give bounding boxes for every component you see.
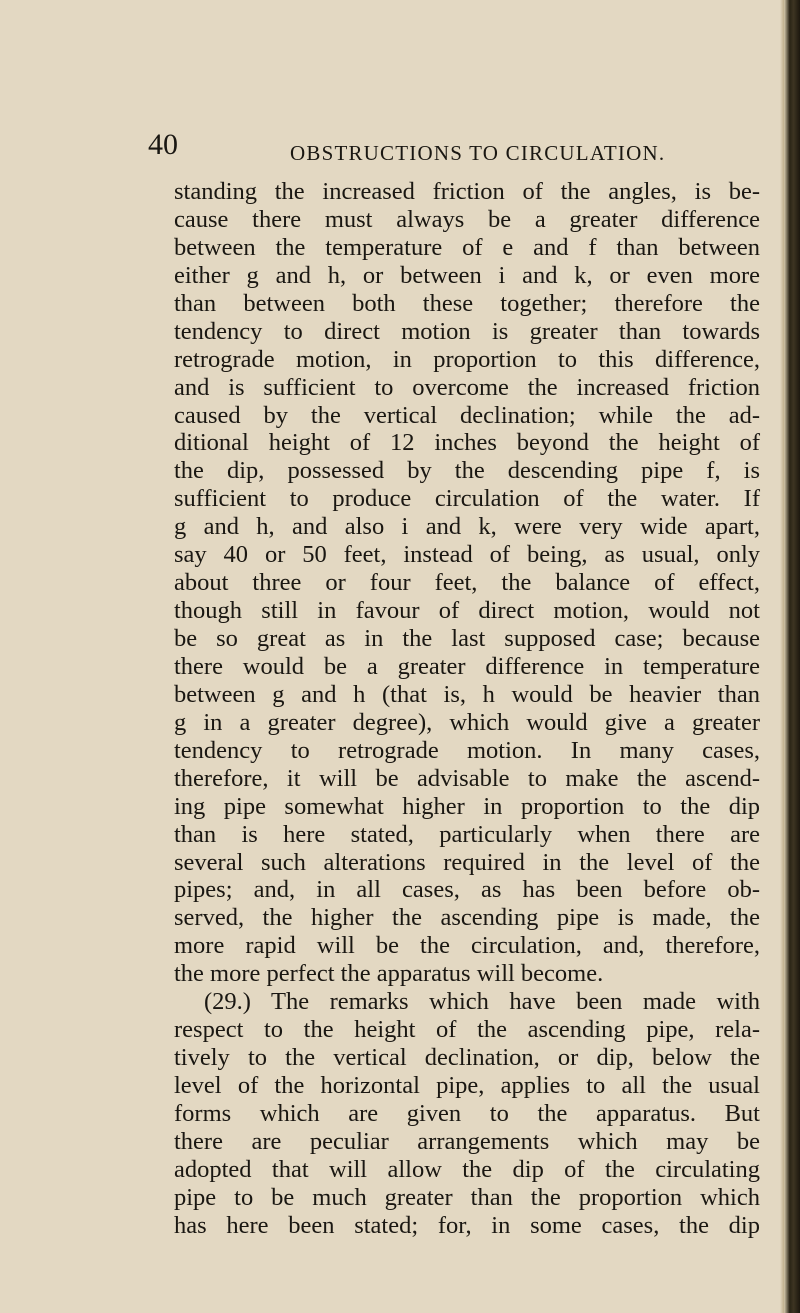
text-line: and is sufficient to overcome the increased friction bbox=[174, 373, 760, 401]
running-head: OBSTRUCTIONS TO CIRCULATION. bbox=[290, 141, 666, 165]
text-line: the dip, possessed by the descending pipe f, is bbox=[174, 457, 760, 485]
page-header bbox=[0, 128, 790, 168]
text-line: respect to the height of the ascending pipe, rela- bbox=[174, 1016, 760, 1044]
text-line: ing pipe somewhat higher in proportion to the dip bbox=[174, 792, 760, 820]
text-line: there are peculiar arrangements which may be bbox=[174, 1127, 760, 1155]
text-line: served, the higher the ascending pipe is made, the bbox=[174, 904, 760, 932]
text-line: ditional height of 12 inches beyond the height of bbox=[174, 429, 760, 457]
text-line: either g and h, or between i and k, or even more bbox=[174, 261, 760, 289]
text-line: about three or four feet, the balance of effect, bbox=[174, 569, 760, 597]
text-line: g and h, and also i and k, were very wide apart, bbox=[174, 513, 760, 541]
page-number: 40 bbox=[148, 128, 178, 161]
text-line: level of the horizontal pipe, applies to all the usual bbox=[174, 1072, 760, 1099]
text-line: the more perfect the apparatus will become. bbox=[174, 960, 604, 988]
text-line: though still in favour of direct motion, would not bbox=[174, 597, 760, 625]
text-line: between g and h (that is, h would be heavier than bbox=[174, 680, 760, 708]
text-line: forms which are given to the apparatus. But bbox=[174, 1099, 760, 1127]
text-line: caused by the vertical declination; while the ad- bbox=[174, 401, 760, 429]
text-line: g in a greater degree), which would give a greater bbox=[174, 708, 760, 736]
text-line: standing the increased friction of the angles, is be- bbox=[174, 178, 760, 205]
text-line: sufficient to produce circulation of the water. If bbox=[174, 485, 760, 513]
text-line: tively to the vertical declination, or dip, below the bbox=[174, 1044, 760, 1072]
text-line: (29.) The remarks which have been made with bbox=[204, 988, 760, 1016]
text-line: say 40 or 50 feet, instead of being, as usual, only bbox=[174, 541, 760, 569]
text-line: than between both these together; therefore the bbox=[174, 289, 760, 317]
text-line: between the temperature of e and f than between bbox=[174, 233, 760, 261]
text-line: has here been stated; for, in some cases, the dip bbox=[174, 1211, 760, 1239]
text-line: pipes; and, in all cases, as has been before ob- bbox=[174, 876, 760, 904]
text-line: than is here stated, particularly when there are bbox=[174, 820, 760, 848]
text-line: several such alterations required in the level of the bbox=[174, 848, 760, 876]
body-text bbox=[174, 178, 760, 1240]
text-line: pipe to be much greater than the proportion which bbox=[174, 1183, 760, 1211]
text-line: adopted that will allow the dip of the circulating bbox=[174, 1155, 760, 1183]
text-line: retrograde motion, in proportion to this difference, bbox=[174, 345, 760, 373]
text-line: tendency to direct motion is greater than towards bbox=[174, 317, 760, 345]
text-line: tendency to retrograde motion. In many cases, bbox=[174, 736, 760, 764]
page-edge bbox=[784, 0, 800, 1313]
text-line: cause there must always be a greater difference bbox=[174, 205, 760, 233]
text-line: more rapid will be the circulation, and, therefore, bbox=[174, 932, 760, 960]
text-line: there would be a greater difference in temperature bbox=[174, 652, 760, 680]
text-line: be so great as in the last supposed case; because bbox=[174, 625, 760, 652]
text-line: therefore, it will be advisable to make the ascend- bbox=[174, 764, 760, 792]
